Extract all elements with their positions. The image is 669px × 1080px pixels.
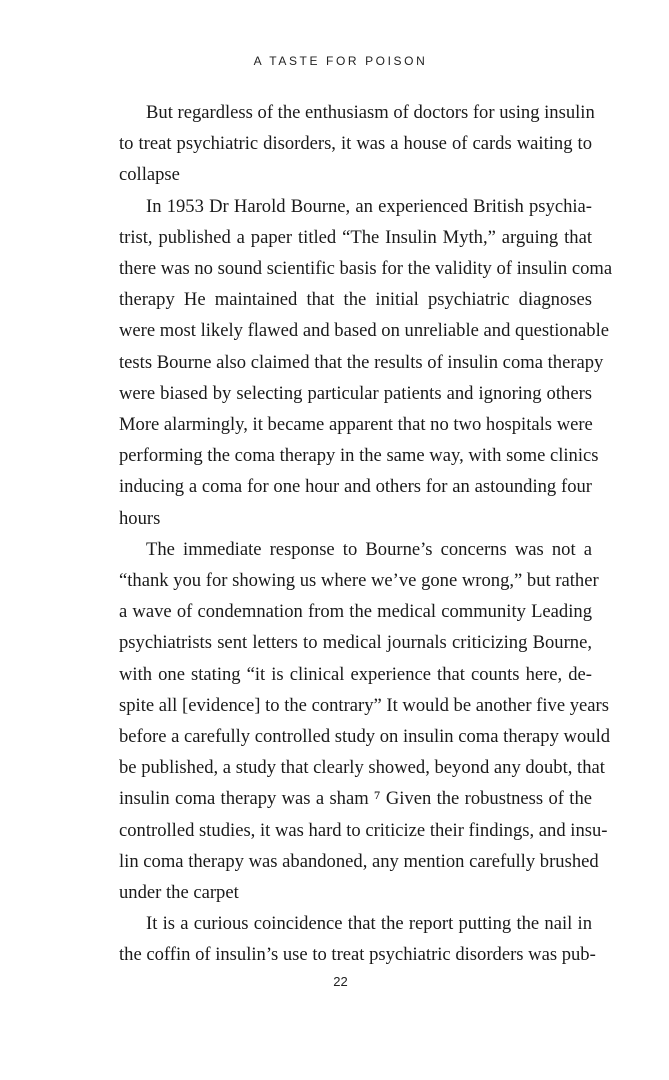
text-line: But regardless of the enthusiasm of doctors for using insulin bbox=[146, 102, 595, 123]
text-line: to treat psychiatric disorders, it was a house of cards waiting to bbox=[119, 133, 592, 155]
page-number: 22 bbox=[333, 974, 348, 989]
text-line: a wave of condemnation from the medical community Leading bbox=[119, 601, 592, 623]
body-text bbox=[92, 97, 613, 971]
text-line: insulin coma therapy was a sham ⁷ Given the robustness of the bbox=[119, 788, 592, 810]
text-line: with one stating “it is clinical experience that counts here, de- bbox=[119, 663, 592, 685]
paragraph-4 bbox=[92, 908, 596, 970]
text-line: the coffin of insulin’s use to treat psychiatric disorders was pub- bbox=[119, 944, 596, 966]
text-line: It is a curious coincidence that the report putting the nail in bbox=[146, 913, 592, 935]
text-line: The immediate response to Bourne’s concerns was not a bbox=[146, 538, 592, 560]
text-line: performing the coma therapy in the same way, with some clinics bbox=[119, 445, 599, 467]
text-line: spite all [evidence] to the contrary” It would be another five years bbox=[119, 694, 609, 716]
text-line: lin coma therapy was abandoned, any mention carefully brushed bbox=[119, 850, 599, 872]
paragraph-2 bbox=[92, 191, 613, 534]
text-line: before a carefully controlled study on insulin coma therapy would bbox=[119, 726, 611, 748]
text-line: therapy He maintained that the initial psychiatric diagnoses bbox=[119, 289, 592, 311]
text-line: psychiatrists sent letters to medical journals criticizing Bourne, bbox=[119, 632, 592, 654]
paragraph-3 bbox=[92, 534, 611, 908]
text-line: hours bbox=[119, 507, 161, 529]
running-head: A TASTE FOR POISON bbox=[253, 54, 428, 68]
text-line: under the carpet bbox=[119, 882, 239, 904]
text-line: were most likely flawed and based on unreliable and questionable bbox=[119, 320, 609, 342]
text-line: controlled studies, it was hard to criticize their findings, and insu- bbox=[119, 819, 608, 841]
text-line: In 1953 Dr Harold Bourne, an experienced British psychia- bbox=[146, 195, 592, 217]
text-line: “thank you for showing us where we’ve gone wrong,” but rather bbox=[119, 570, 599, 592]
text-line: be published, a study that clearly showed, beyond any doubt, that bbox=[119, 757, 605, 779]
text-line: inducing a coma for one hour and others for an astounding four bbox=[119, 476, 592, 498]
text-line: trist, published a paper titled “The Insulin Myth,” arguing that bbox=[119, 226, 592, 248]
text-line: were biased by selecting particular patients and ignoring others bbox=[119, 382, 592, 404]
text-line: More alarmingly, it became apparent that no two hospitals were bbox=[119, 414, 593, 436]
text-line: there was no sound scientific basis for the validity of insulin coma bbox=[119, 258, 613, 280]
paragraph-1 bbox=[92, 97, 595, 191]
text-line: tests Bourne also claimed that the results of insulin coma therapy bbox=[119, 351, 604, 373]
text-line: collapse bbox=[119, 164, 180, 186]
